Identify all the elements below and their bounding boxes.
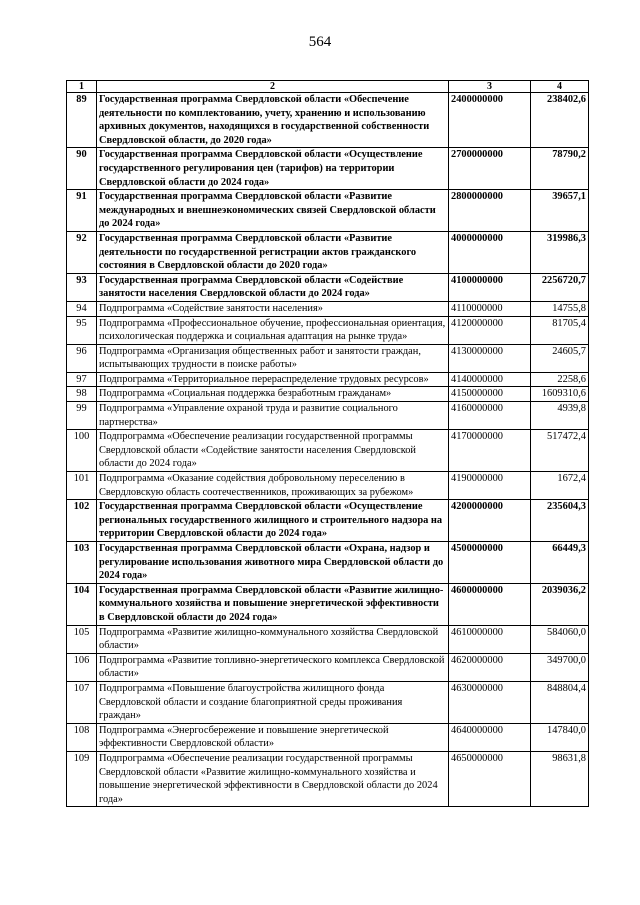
program-name-cell: Подпрограмма «Развитие топливно-энергетического комплекса Свердловской области» xyxy=(97,653,449,681)
table-row xyxy=(67,344,589,372)
amount-cell: 81705,4 xyxy=(531,316,589,344)
table-row xyxy=(67,387,589,402)
table-row xyxy=(67,625,589,653)
row-number-cell: 109 xyxy=(67,751,97,806)
row-number-cell: 90 xyxy=(67,148,97,190)
row-number-cell: 107 xyxy=(67,681,97,723)
row-number-cell: 100 xyxy=(67,430,97,472)
row-number-cell: 99 xyxy=(67,402,97,430)
amount-cell: 1672,4 xyxy=(531,472,589,500)
column-header-number: 1 xyxy=(67,81,97,93)
column-header-name: 2 xyxy=(97,81,449,93)
amount-cell: 4939,8 xyxy=(531,402,589,430)
program-code-cell: 4650000000 xyxy=(449,751,531,806)
program-name-cell: Подпрограмма «Территориальное перераспределение трудовых ресурсов» xyxy=(97,372,449,387)
program-code-cell: 4610000000 xyxy=(449,625,531,653)
row-number-cell: 108 xyxy=(67,723,97,751)
table-row xyxy=(67,190,589,232)
amount-cell: 78790,2 xyxy=(531,148,589,190)
program-code-cell: 4170000000 xyxy=(449,430,531,472)
program-code-cell: 4160000000 xyxy=(449,402,531,430)
amount-cell: 39657,1 xyxy=(531,190,589,232)
amount-cell: 517472,4 xyxy=(531,430,589,472)
program-name-cell: Государственная программа Свердловской области «Обеспечение деятельности по комплектованию, учету, хранению и использованию архивных документов, находящихся в государственной собственности Свердловской области, до 2020 года» xyxy=(97,93,449,148)
program-code-cell: 4600000000 xyxy=(449,583,531,625)
row-number-cell: 96 xyxy=(67,344,97,372)
table-row xyxy=(67,723,589,751)
program-name-cell: Подпрограмма «Управление охраной труда и развитие социального партнерства» xyxy=(97,402,449,430)
row-number-cell: 92 xyxy=(67,231,97,273)
table-row xyxy=(67,316,589,344)
table-row xyxy=(67,751,589,806)
program-code-cell: 4620000000 xyxy=(449,653,531,681)
row-number-cell: 95 xyxy=(67,316,97,344)
amount-cell: 2039036,2 xyxy=(531,583,589,625)
column-header-sum: 4 xyxy=(531,81,589,93)
table-row xyxy=(67,542,589,584)
table-row xyxy=(67,93,589,148)
column-header-code: 3 xyxy=(449,81,531,93)
row-number-cell: 105 xyxy=(67,625,97,653)
program-name-cell: Государственная программа Свердловской области «Осуществление региональных государственного жилищного и строительного надзора на территории Свердловской области до 2024 года» xyxy=(97,500,449,542)
amount-cell: 349700,0 xyxy=(531,653,589,681)
table-header-row xyxy=(67,81,589,93)
amount-cell: 98631,8 xyxy=(531,751,589,806)
row-number-cell: 89 xyxy=(67,93,97,148)
program-name-cell: Государственная программа Свердловской области «Охрана, надзор и регулирование использования животного мира Свердловской области до 2024 года» xyxy=(97,542,449,584)
program-name-cell: Подпрограмма «Содействие занятости населения» xyxy=(97,301,449,316)
program-code-cell: 4500000000 xyxy=(449,542,531,584)
table-row xyxy=(67,583,589,625)
table-row xyxy=(67,653,589,681)
program-code-cell: 4640000000 xyxy=(449,723,531,751)
table-row xyxy=(67,402,589,430)
program-name-cell: Подпрограмма «Оказание содействия добровольному переселению в Свердловскую область соотечественников, проживающих за рубежом» xyxy=(97,472,449,500)
program-name-cell: Государственная программа Свердловской области «Развитие международных и внешнеэкономических связей Свердловской области до 2024 года» xyxy=(97,190,449,232)
row-number-cell: 101 xyxy=(67,472,97,500)
row-number-cell: 98 xyxy=(67,387,97,402)
program-name-cell: Государственная программа Свердловской области «Осуществление государственного регулирования цен (тарифов) на территории Свердловской области до 2024 года» xyxy=(97,148,449,190)
row-number-cell: 93 xyxy=(67,273,97,301)
program-name-cell: Подпрограмма «Энергосбережение и повышение энергетической эффективности Свердловской области» xyxy=(97,723,449,751)
program-code-cell: 4140000000 xyxy=(449,372,531,387)
row-number-cell: 104 xyxy=(67,583,97,625)
amount-cell: 147840,0 xyxy=(531,723,589,751)
program-code-cell: 4000000000 xyxy=(449,231,531,273)
row-number-cell: 91 xyxy=(67,190,97,232)
row-number-cell: 94 xyxy=(67,301,97,316)
program-name-cell: Государственная программа Свердловской области «Развитие деятельности по государственной регистрации актов гражданского состояния в Свердловской области до 2020 года» xyxy=(97,231,449,273)
table-body xyxy=(67,93,589,807)
table-row xyxy=(67,372,589,387)
program-code-cell: 4150000000 xyxy=(449,387,531,402)
table-row xyxy=(67,472,589,500)
row-number-cell: 106 xyxy=(67,653,97,681)
program-name-cell: Подпрограмма «Организация общественных работ и занятости граждан, испытывающих трудности в поиске работы» xyxy=(97,344,449,372)
table-row xyxy=(67,500,589,542)
amount-cell: 235604,3 xyxy=(531,500,589,542)
amount-cell: 24605,7 xyxy=(531,344,589,372)
table-row xyxy=(67,301,589,316)
program-code-cell: 2700000000 xyxy=(449,148,531,190)
program-name-cell: Подпрограмма «Обеспечение реализации государственной программы Свердловской области «Развитие жилищно-коммунального хозяйства и повышение энергетической эффективности в Свердловской области до 2024 года» xyxy=(97,751,449,806)
amount-cell: 848804,4 xyxy=(531,681,589,723)
page-number: 564 xyxy=(308,34,332,50)
amount-cell: 2258,6 xyxy=(531,372,589,387)
program-code-cell: 4130000000 xyxy=(449,344,531,372)
program-code-cell: 4100000000 xyxy=(449,273,531,301)
amount-cell: 14755,8 xyxy=(531,301,589,316)
amount-cell: 1609310,6 xyxy=(531,387,589,402)
program-name-cell: Подпрограмма «Обеспечение реализации государственной программы Свердловской области «Содействие занятости населения Свердловской области до 2024 года» xyxy=(97,430,449,472)
budget-table xyxy=(66,80,589,807)
program-code-cell: 2400000000 xyxy=(449,93,531,148)
amount-cell: 319986,3 xyxy=(531,231,589,273)
row-number-cell: 103 xyxy=(67,542,97,584)
table-row xyxy=(67,430,589,472)
table-row xyxy=(67,148,589,190)
program-code-cell: 4200000000 xyxy=(449,500,531,542)
program-code-cell: 4630000000 xyxy=(449,681,531,723)
amount-cell: 584060,0 xyxy=(531,625,589,653)
program-name-cell: Подпрограмма «Повышение благоустройства жилищного фонда Свердловской области и создание благоприятной среды проживания граждан» xyxy=(97,681,449,723)
program-code-cell: 4120000000 xyxy=(449,316,531,344)
program-name-cell: Подпрограмма «Профессиональное обучение, профессиональная ориентация, психологическая поддержка и социальная адаптация на рынке труда» xyxy=(97,316,449,344)
table-row xyxy=(67,273,589,301)
program-name-cell: Государственная программа Свердловской области «Содействие занятости населения Свердловской области до 2024 года» xyxy=(97,273,449,301)
amount-cell: 2256720,7 xyxy=(531,273,589,301)
program-name-cell: Подпрограмма «Социальная поддержка безработным гражданам» xyxy=(97,387,449,402)
program-code-cell: 2800000000 xyxy=(449,190,531,232)
program-name-cell: Подпрограмма «Развитие жилищно-коммунального хозяйства Свердловской области» xyxy=(97,625,449,653)
amount-cell: 238402,6 xyxy=(531,93,589,148)
row-number-cell: 102 xyxy=(67,500,97,542)
table-row xyxy=(67,681,589,723)
program-code-cell: 4190000000 xyxy=(449,472,531,500)
program-code-cell: 4110000000 xyxy=(449,301,531,316)
table-row xyxy=(67,231,589,273)
program-name-cell: Государственная программа Свердловской области «Развитие жилищно-коммунального хозяйства и повышение энергетической эффективности в Свердловской области до 2024 года» xyxy=(97,583,449,625)
row-number-cell: 97 xyxy=(67,372,97,387)
amount-cell: 66449,3 xyxy=(531,542,589,584)
